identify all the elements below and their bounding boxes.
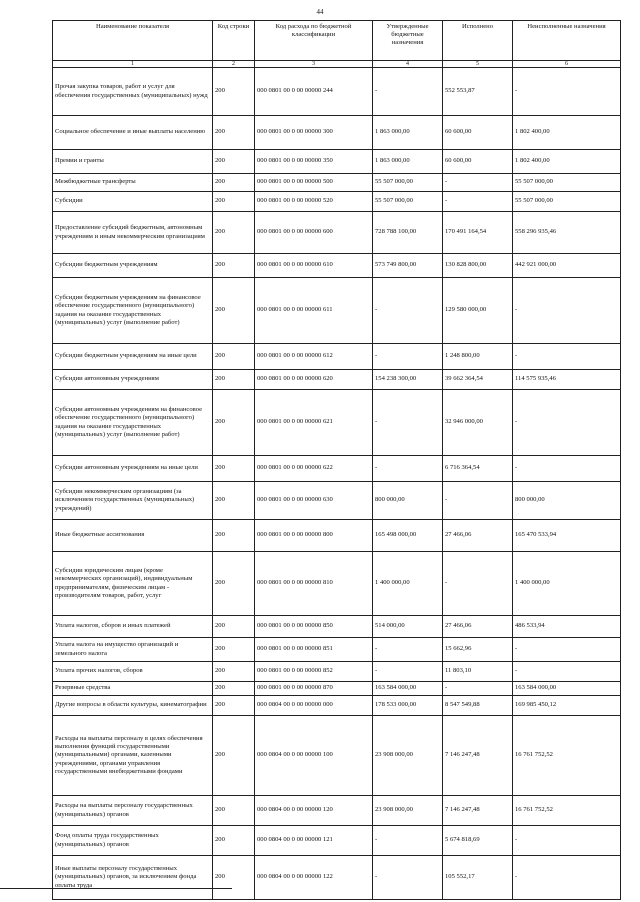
row-unexecuted: - <box>513 638 621 662</box>
row-name: Субсидии бюджетным учреждениям на иные цели <box>53 344 213 370</box>
row-classification-code: 000 0801 00 0 00 00000 621 <box>255 390 373 456</box>
row-approved: 800 000,00 <box>373 482 443 520</box>
table-row <box>53 696 621 716</box>
row-classification-code: 000 0804 00 0 00 00000 100 <box>255 716 373 796</box>
row-classification-code: 000 0801 00 0 00 00000 810 <box>255 552 373 616</box>
row-name: Иные выплаты персоналу государственных (муниципальных) органов, за исключением фонда оплаты труда <box>53 856 213 900</box>
row-classification-code: 000 0801 00 0 00 00000 610 <box>255 254 373 278</box>
row-name: Субсидии автономным учреждениям <box>53 370 213 390</box>
row-approved: - <box>373 638 443 662</box>
table-row <box>53 826 621 856</box>
table-row <box>53 278 621 344</box>
row-executed: 27 466,06 <box>443 520 513 552</box>
row-unexecuted: 486 533,94 <box>513 616 621 638</box>
row-executed: 170 491 164,54 <box>443 212 513 254</box>
table-row <box>53 552 621 616</box>
column-number: 2 <box>213 61 255 68</box>
row-line-code: 200 <box>213 716 255 796</box>
row-line-code: 200 <box>213 68 255 116</box>
row-name: Расходы на выплаты персоналу в целях обеспечения выполнения функций государственными (муниципальными) органами, казенными учреждениями, органами управления государственными внебюджетными фондами <box>53 716 213 796</box>
row-unexecuted: 1 802 400,00 <box>513 150 621 174</box>
row-executed: 7 146 247,48 <box>443 796 513 826</box>
row-approved: - <box>373 344 443 370</box>
row-name: Субсидии юридическим лицам (кроме некоммерческих организаций), индивидуальным предпринимателям, физическим лицам - производителям товаров, работ, услуг <box>53 552 213 616</box>
header-approved: Утвержденные бюджетные назначения <box>373 21 443 61</box>
row-approved: - <box>373 856 443 900</box>
row-executed: - <box>443 174 513 192</box>
table-row <box>53 520 621 552</box>
header-indicator-name: Наименование показателя <box>53 21 213 61</box>
row-line-code: 200 <box>213 212 255 254</box>
row-line-code: 200 <box>213 370 255 390</box>
row-classification-code: 000 0801 00 0 00 00000 244 <box>255 68 373 116</box>
row-executed: 60 600,00 <box>443 150 513 174</box>
row-unexecuted: 442 921 000,00 <box>513 254 621 278</box>
row-classification-code: 000 0801 00 0 00 00000 612 <box>255 344 373 370</box>
row-executed: - <box>443 482 513 520</box>
header-row <box>53 21 621 61</box>
row-approved: 1 863 000,00 <box>373 150 443 174</box>
row-executed: 7 146 247,48 <box>443 716 513 796</box>
table-row <box>53 116 621 150</box>
table-row <box>53 456 621 482</box>
row-classification-code: 000 0801 00 0 00 00000 870 <box>255 682 373 696</box>
table-row <box>53 68 621 116</box>
row-line-code: 200 <box>213 638 255 662</box>
row-unexecuted: - <box>513 344 621 370</box>
row-classification-code: 000 0804 00 0 00 00000 121 <box>255 826 373 856</box>
table-row <box>53 390 621 456</box>
row-name: Социальное обеспечение и иные выплаты населению <box>53 116 213 150</box>
row-executed: 552 553,87 <box>443 68 513 116</box>
row-approved: - <box>373 662 443 682</box>
row-approved: 1 863 000,00 <box>373 116 443 150</box>
table-row <box>53 192 621 212</box>
row-unexecuted: 165 470 533,94 <box>513 520 621 552</box>
row-line-code: 200 <box>213 856 255 900</box>
row-line-code: 200 <box>213 552 255 616</box>
row-classification-code: 000 0801 00 0 00 00000 630 <box>255 482 373 520</box>
row-approved: 163 584 000,00 <box>373 682 443 696</box>
row-approved: - <box>373 68 443 116</box>
row-line-code: 200 <box>213 662 255 682</box>
row-name: Субсидии некоммерческим организациям (за исключением государственных (муниципальных) учреждений) <box>53 482 213 520</box>
row-executed: 6 716 364,54 <box>443 456 513 482</box>
row-classification-code: 000 0804 00 0 00 00000 120 <box>255 796 373 826</box>
row-name: Субсидии бюджетным учреждениям <box>53 254 213 278</box>
row-line-code: 200 <box>213 278 255 344</box>
row-executed: - <box>443 192 513 212</box>
row-executed: 60 600,00 <box>443 116 513 150</box>
row-name: Фонд оплаты труда государственных (муниципальных) органов <box>53 826 213 856</box>
row-unexecuted: 55 507 000,00 <box>513 174 621 192</box>
table-row <box>53 638 621 662</box>
row-classification-code: 000 0804 00 0 00 00000 122 <box>255 856 373 900</box>
row-executed: - <box>443 682 513 696</box>
row-approved: 55 507 000,00 <box>373 192 443 212</box>
row-approved: 728 788 100,00 <box>373 212 443 254</box>
row-executed: 8 547 549,88 <box>443 696 513 716</box>
header-executed: Исполнено <box>443 21 513 61</box>
row-unexecuted: - <box>513 390 621 456</box>
row-unexecuted: 800 000,00 <box>513 482 621 520</box>
row-classification-code: 000 0801 00 0 00 00000 800 <box>255 520 373 552</box>
row-name: Другие вопросы в области культуры, кинематографии <box>53 696 213 716</box>
row-unexecuted: 169 985 450,12 <box>513 696 621 716</box>
header-line-code: Код строки <box>213 21 255 61</box>
table-row <box>53 616 621 638</box>
row-name: Резервные средства <box>53 682 213 696</box>
row-line-code: 200 <box>213 174 255 192</box>
row-line-code: 200 <box>213 826 255 856</box>
table-row <box>53 796 621 826</box>
row-classification-code: 000 0801 00 0 00 00000 611 <box>255 278 373 344</box>
row-unexecuted: 16 761 752,52 <box>513 716 621 796</box>
table-row <box>53 370 621 390</box>
row-name: Прочая закупка товаров, работ и услуг для обеспечения государственных (муниципальных) нужд <box>53 68 213 116</box>
row-executed: 27 466,06 <box>443 616 513 638</box>
row-line-code: 200 <box>213 456 255 482</box>
row-classification-code: 000 0801 00 0 00 00000 600 <box>255 212 373 254</box>
row-classification-code: 000 0801 00 0 00 00000 520 <box>255 192 373 212</box>
row-approved: 165 498 000,00 <box>373 520 443 552</box>
row-line-code: 200 <box>213 696 255 716</box>
row-approved: - <box>373 826 443 856</box>
row-line-code: 200 <box>213 520 255 552</box>
row-approved: - <box>373 390 443 456</box>
row-approved: 23 908 000,00 <box>373 716 443 796</box>
row-line-code: 200 <box>213 682 255 696</box>
row-unexecuted: 163 584 000,00 <box>513 682 621 696</box>
row-executed: 15 662,96 <box>443 638 513 662</box>
row-unexecuted: 55 507 000,00 <box>513 192 621 212</box>
row-line-code: 200 <box>213 616 255 638</box>
row-classification-code: 000 0804 00 0 00 00000 000 <box>255 696 373 716</box>
row-name: Уплата налогов, сборов и иных платежей <box>53 616 213 638</box>
row-name: Субсидии бюджетным учреждениям на финансовое обеспечение государственного (муниципального) задания на оказание государственных (муниципальных) услуг (выполнение работ) <box>53 278 213 344</box>
row-name: Субсидии автономным учреждениям на финансовое обеспечение государственного (муниципального) задания на оказание государственных (муниципальных) услуг (выполнение работ) <box>53 390 213 456</box>
row-name: Субсидии <box>53 192 213 212</box>
row-executed: 105 552,17 <box>443 856 513 900</box>
table-row <box>53 482 621 520</box>
table-row <box>53 662 621 682</box>
row-executed: 130 828 800,00 <box>443 254 513 278</box>
row-approved: 514 000,00 <box>373 616 443 638</box>
row-approved: - <box>373 456 443 482</box>
row-executed: 11 803,10 <box>443 662 513 682</box>
header-unexecuted: Неисполненные назначения <box>513 21 621 61</box>
table-row <box>53 212 621 254</box>
row-approved: 1 400 000,00 <box>373 552 443 616</box>
row-approved: 178 533 000,00 <box>373 696 443 716</box>
column-number: 1 <box>53 61 213 68</box>
row-unexecuted: - <box>513 68 621 116</box>
page-footer-rule <box>0 888 232 889</box>
column-number: 6 <box>513 61 621 68</box>
row-approved: - <box>373 278 443 344</box>
row-executed: 39 662 364,54 <box>443 370 513 390</box>
row-unexecuted: 558 296 935,46 <box>513 212 621 254</box>
row-line-code: 200 <box>213 796 255 826</box>
row-line-code: 200 <box>213 254 255 278</box>
row-classification-code: 000 0801 00 0 00 00000 852 <box>255 662 373 682</box>
row-executed: 129 580 000,00 <box>443 278 513 344</box>
row-classification-code: 000 0801 00 0 00 00000 850 <box>255 616 373 638</box>
row-executed: 32 946 000,00 <box>443 390 513 456</box>
row-classification-code: 000 0801 00 0 00 00000 500 <box>255 174 373 192</box>
table-row <box>53 174 621 192</box>
page-number: 44 <box>316 8 324 16</box>
row-name: Межбюджетные трансферты <box>53 174 213 192</box>
row-approved: 573 749 800,00 <box>373 254 443 278</box>
row-approved: 154 238 300,00 <box>373 370 443 390</box>
column-number: 5 <box>443 61 513 68</box>
row-classification-code: 000 0801 00 0 00 00000 851 <box>255 638 373 662</box>
table-row <box>53 150 621 174</box>
row-approved: 55 507 000,00 <box>373 174 443 192</box>
row-classification-code: 000 0801 00 0 00 00000 620 <box>255 370 373 390</box>
row-name: Уплата прочих налогов, сборов <box>53 662 213 682</box>
row-classification-code: 000 0801 00 0 00 00000 622 <box>255 456 373 482</box>
table-row <box>53 254 621 278</box>
row-unexecuted: 16 761 752,52 <box>513 796 621 826</box>
row-line-code: 200 <box>213 192 255 212</box>
column-number: 3 <box>255 61 373 68</box>
row-unexecuted: - <box>513 856 621 900</box>
table-row <box>53 344 621 370</box>
row-unexecuted: - <box>513 826 621 856</box>
row-name: Премии и гранты <box>53 150 213 174</box>
table-row <box>53 716 621 796</box>
row-name: Уплата налога на имущество организаций и земельного налога <box>53 638 213 662</box>
column-number-row <box>53 61 621 68</box>
row-unexecuted: 1 802 400,00 <box>513 116 621 150</box>
row-executed: 5 674 818,69 <box>443 826 513 856</box>
row-unexecuted: 1 400 000,00 <box>513 552 621 616</box>
budget-execution-table <box>52 20 621 900</box>
row-unexecuted: 114 575 935,46 <box>513 370 621 390</box>
header-classification-code: Код расхода по бюджетной классификации <box>255 21 373 61</box>
row-executed: 1 248 800,00 <box>443 344 513 370</box>
column-number: 4 <box>373 61 443 68</box>
row-name: Предоставление субсидий бюджетным, автономным учреждениям и иным некоммерческим организациям <box>53 212 213 254</box>
row-unexecuted: - <box>513 662 621 682</box>
row-classification-code: 000 0801 00 0 00 00000 300 <box>255 116 373 150</box>
row-approved: 23 908 000,00 <box>373 796 443 826</box>
row-unexecuted: - <box>513 278 621 344</box>
row-unexecuted: - <box>513 456 621 482</box>
row-executed: - <box>443 552 513 616</box>
row-line-code: 200 <box>213 116 255 150</box>
row-classification-code: 000 0801 00 0 00 00000 350 <box>255 150 373 174</box>
row-line-code: 200 <box>213 150 255 174</box>
row-name: Иные бюджетные ассигнования <box>53 520 213 552</box>
row-line-code: 200 <box>213 482 255 520</box>
row-line-code: 200 <box>213 390 255 456</box>
table-row <box>53 682 621 696</box>
row-line-code: 200 <box>213 344 255 370</box>
row-name: Субсидии автономным учреждениям на иные цели <box>53 456 213 482</box>
row-name: Расходы на выплаты персоналу государственных (муниципальных) органов <box>53 796 213 826</box>
table-row <box>53 856 621 900</box>
